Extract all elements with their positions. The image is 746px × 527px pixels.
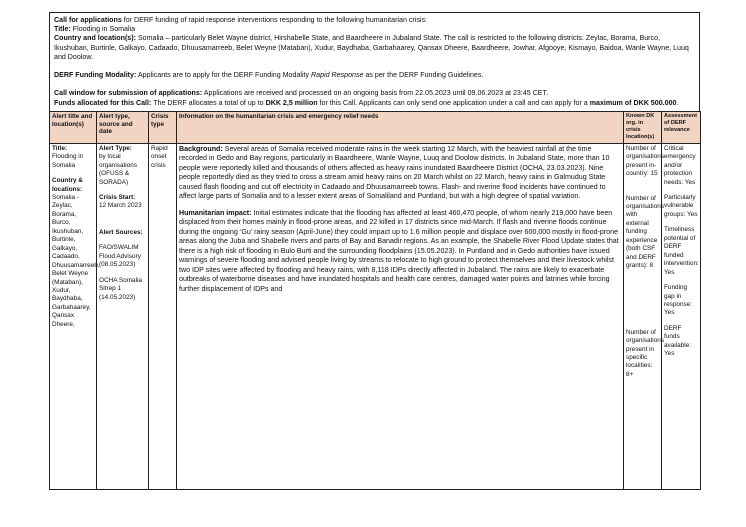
call-title: Title: Flooding in Somalia xyxy=(54,25,136,34)
call-info-box xyxy=(49,12,700,112)
header-alert-title: Alert title and location(s) xyxy=(50,111,97,143)
header-crisis-type: Crisis type xyxy=(149,111,177,143)
cell-assessment: Critical emergency and/or protection needs: Yes Particularly vulnerable groups: Yes Timeliness potential of DERF funded intervention: Yes Funding gap in response: Yes DERF funds available: Yes xyxy=(662,143,701,489)
alert-table xyxy=(49,111,701,490)
background-paragraph: Background: Several areas of Somalia received moderate rains in the week starting 12 March, with the heaviest rainfall at the time recorded in Gedo and Bay regions, particularly in Baardheere, Wanle Wayne, Luuq and Doolow districts. In Jubaland State, more than 10 people were reportedly killed and thousands of others affected as heavy rains inundated Baardheere District (OCHA, 23.03.2023). Nine people reportedly died as they tried to cross a stream amid heavy rains on 20 March whilst on 22 March, heavy rains in Galmudug State caused flash flooding and cut off electricity in Cadaado and Dhuusamarreeb towns. Flash- and riverine flood incidents have continued to affect large parts of Somalia and to a lesser extent areas of Somaliland and Puntland, but with a high degree of spatial variation. xyxy=(179,144,610,201)
cell-crisis-type: Rapid onset crisis xyxy=(149,143,177,489)
call-window: Call window for submission of applications: Applications are received and processed on an ongoing basis from 22.05.2023 until 09.06.2023 at 23:45 CET. xyxy=(54,89,549,98)
call-country: Country and location(s): Somalia – particularly Belet Wayne district, Hirshabelle State, and Baardheere in Jubaland State. The call is restricted to the following districts: Zeylac, Borama, Burco, Ikushuban, Burtinle, Galkayo, Cadaado, Dhuusamarreeb, Belet Weyne (Mataban), Xudur, Baydhaba, Garbahaarey, Qansax Dheere, Baardheere, Jowhar, Afgooye, Kismayo, Baidoa, Wanle Wayne, Luuq and Doolow. xyxy=(54,34,689,61)
table-row xyxy=(50,143,701,489)
document-page xyxy=(49,12,700,490)
cell-alert-type: Alert Type: by local organisations (OFUSS & SORADA) Crisis Start: 12 March 2023 Alert Sources: FAO/SWALIM Flood Advisory (08.05.2023) OCHA Somalia Sitrep 1 (14.05.2023) xyxy=(97,143,149,489)
header-assessment: Assessment of DERF relevance xyxy=(662,111,701,143)
table-header-row xyxy=(50,111,701,143)
cell-alert-title: Title: Flooding in Somalia Country & locations: Somalia - Zeylac, Borama, Burco, Ikushuban, Burtinle, Galkayo, Cadaado, Dhuusamarreeb, Belet Weyne (Mataban), Xudur, Baydhaba, Garbahaarey, Qansax Dheere, xyxy=(50,143,97,489)
cell-known-dk-org: Number of organisations present in-country: 15 Number of organisations with external funding experience (both CSF and DERF grants): 8 Number of organisations present in specific localities: 8+ xyxy=(624,143,662,489)
cell-information xyxy=(177,143,624,489)
header-known-dk-org: Known DK org. in crisis location(s) xyxy=(624,111,662,143)
header-alert-type: Alert type, source and date xyxy=(97,111,149,143)
call-intro: Call for applications for DERF funding of rapid response interventions responding to the following humanitarian crisis: xyxy=(54,16,427,24)
header-information: Information on the humanitarian crisis and emergency relief needs xyxy=(177,111,624,143)
impact-paragraph: Humanitarian impact: Initial estimates indicate that the flooding has affected at least 460,470 people, of whom nearly 219,000 have been displaced from their homes mainly in flood-prone areas, and 22 killed in 17 districts since mid-March. If flash and riverine floods continue during the ongoing ‘Gu’ rainy season (April-June) they could impact up to 1.6 million people and displace over 600,000 mostly in flood-prone areas along the Juba and Shabelle rivers and parts of Bay and Banadir regions. As an example, the Shabelle River Flood Update states that there is a high risk of flooding in Bulo Burti and the surrounding floodplains (15.05.2023). In Puntland and in Gedo authorities have issued warnings of severe flooding and advised people living by streams to relocate to high ground to protect themselves and their livestock whilst two IDP sites were affected by flooding and heavy rains, with 8,118 IDPs directly affected in Jubaland. The rains are likely to exacerbate outbreaks of waterborne diseases and have inundated hospitals and health care centres, damaged water points and latrines while forcing further displacement of IDPs and xyxy=(179,208,619,293)
call-modality: DERF Funding Modality: Applicants are to apply for the DERF Funding Modality Rapid Response as per the DERF Funding Guidelines. xyxy=(54,71,484,80)
call-funds: Funds allocated for this Call: The DERF allocates a total of up to DKK 2,5 million for this Call. Applicants can only send one application under a call and can apply for a maximum of DKK 500.000. xyxy=(54,98,679,107)
